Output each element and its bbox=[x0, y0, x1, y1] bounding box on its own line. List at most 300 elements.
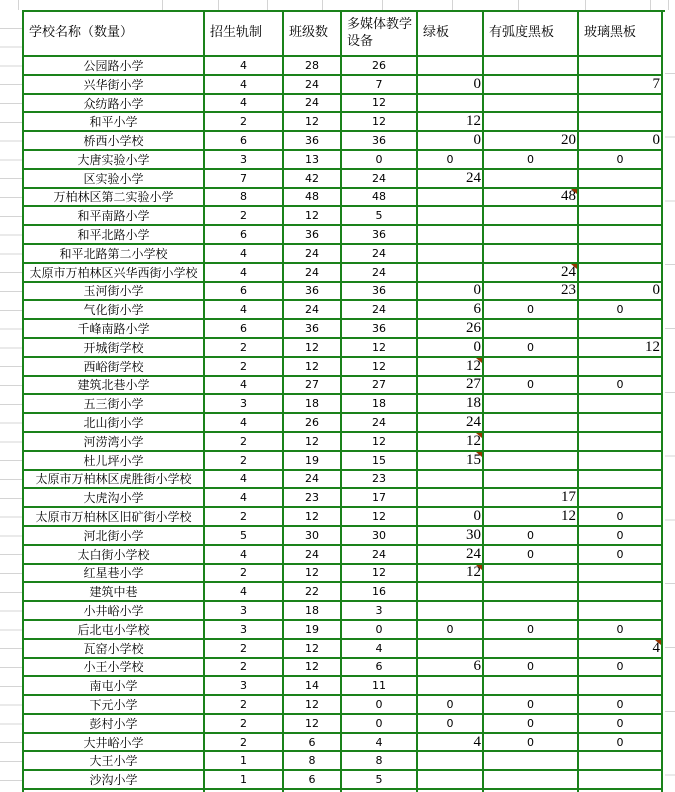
cell-glass-board[interactable] bbox=[579, 583, 663, 602]
cell-glass-board[interactable]: 0 bbox=[579, 508, 663, 527]
cell-school-name[interactable]: 小王小学校 bbox=[24, 659, 205, 678]
cell-school-name[interactable]: 和平小学 bbox=[24, 113, 205, 132]
column-header-tracks[interactable]: 招生轨制 bbox=[205, 12, 284, 57]
cell-classes[interactable]: 42 bbox=[284, 170, 342, 189]
cell-school-name[interactable]: 五三街小学 bbox=[24, 395, 205, 414]
cell-tracks[interactable]: 2 bbox=[205, 696, 284, 715]
cell-multimedia[interactable]: 36 bbox=[342, 320, 418, 339]
cell-multimedia[interactable]: 4 bbox=[342, 734, 418, 753]
left-row-gutter bbox=[0, 10, 22, 792]
cell-multimedia[interactable]: 24 bbox=[342, 264, 418, 283]
cell-classes[interactable]: 22 bbox=[284, 583, 342, 602]
cell-multimedia[interactable]: 18 bbox=[342, 395, 418, 414]
cell-school-name[interactable]: 沙沟小学 bbox=[24, 771, 205, 790]
cell-glass-board[interactable] bbox=[579, 358, 663, 377]
cell-curved-board[interactable]: 48 bbox=[484, 189, 579, 208]
cell-tracks[interactable]: 4 bbox=[205, 414, 284, 433]
cell-multimedia[interactable]: 12 bbox=[342, 565, 418, 584]
cell-classes[interactable]: 30 bbox=[284, 527, 342, 546]
cell-curved-board[interactable] bbox=[484, 602, 579, 621]
column-header-classes[interactable]: 班级数 bbox=[284, 12, 342, 57]
cell-classes[interactable]: 19 bbox=[284, 452, 342, 471]
cell-classes[interactable]: 12 bbox=[284, 565, 342, 584]
comment-indicator bbox=[655, 640, 661, 645]
cell-green-board[interactable]: 12 bbox=[418, 358, 484, 377]
column-header-glass-board[interactable]: 玻璃黑板 bbox=[579, 12, 663, 57]
cell-curved-board[interactable]: 0 bbox=[484, 621, 579, 640]
cell-school-name[interactable]: 大王小学 bbox=[24, 752, 205, 771]
cell-school-name[interactable]: 大虎沟小学 bbox=[24, 489, 205, 508]
cell-curved-board[interactable]: 0 bbox=[484, 715, 579, 734]
cell-multimedia[interactable]: 26 bbox=[342, 57, 418, 76]
cell-curved-board[interactable] bbox=[484, 640, 579, 659]
cell-classes[interactable]: 36 bbox=[284, 226, 342, 245]
column-header-school-name[interactable]: 学校名称（数量） bbox=[24, 12, 205, 57]
cell-green-board[interactable]: 0 bbox=[418, 508, 484, 527]
cell-curved-board[interactable] bbox=[484, 226, 579, 245]
cell-tracks[interactable]: 4 bbox=[205, 57, 284, 76]
cell-classes[interactable]: 12 bbox=[284, 339, 342, 358]
cell-school-name[interactable]: 河涝湾小学 bbox=[24, 433, 205, 452]
cell-school-name[interactable]: 公园路小学 bbox=[24, 57, 205, 76]
cell-green-board[interactable]: 12 bbox=[418, 433, 484, 452]
cell-green-board[interactable] bbox=[418, 57, 484, 76]
cell-classes[interactable]: 12 bbox=[284, 207, 342, 226]
cell-tracks[interactable]: 4 bbox=[205, 245, 284, 264]
cell-glass-board[interactable]: 0 bbox=[579, 715, 663, 734]
cell-tracks[interactable]: 3 bbox=[205, 677, 284, 696]
cell-glass-board[interactable]: 0 bbox=[579, 132, 663, 151]
cell-tracks[interactable]: 3 bbox=[205, 151, 284, 170]
column-header-curved-board[interactable]: 有弧度黑板 bbox=[484, 12, 579, 57]
cell-classes[interactable]: 24 bbox=[284, 245, 342, 264]
cell-glass-board[interactable]: 0 bbox=[579, 734, 663, 753]
cell-glass-board[interactable]: 4 bbox=[579, 640, 663, 659]
cell-tracks[interactable]: 2 bbox=[205, 207, 284, 226]
cell-classes[interactable]: 27 bbox=[284, 377, 342, 396]
cell-multimedia[interactable]: 12 bbox=[342, 95, 418, 114]
cell-glass-board[interactable]: 0 bbox=[579, 283, 663, 302]
comment-indicator bbox=[571, 189, 577, 194]
cell-green-board[interactable]: 0 bbox=[418, 76, 484, 95]
cell-school-name[interactable]: 太白街小学校 bbox=[24, 546, 205, 565]
cell-multimedia[interactable]: 8 bbox=[342, 752, 418, 771]
cell-school-name[interactable]: 桥西小学校 bbox=[24, 132, 205, 151]
cell-green-board[interactable]: 0 bbox=[418, 132, 484, 151]
cell-multimedia[interactable]: 6 bbox=[342, 659, 418, 678]
cell-tracks[interactable]: 6 bbox=[205, 320, 284, 339]
cell-classes[interactable]: 12 bbox=[284, 433, 342, 452]
cell-curved-board[interactable]: 0 bbox=[484, 377, 579, 396]
column-header-green-board[interactable]: 绿板 bbox=[418, 12, 484, 57]
cell-school-name[interactable]: 西峪街学校 bbox=[24, 358, 205, 377]
cell-school-name[interactable]: 大井峪小学 bbox=[24, 734, 205, 753]
cell-classes[interactable]: 24 bbox=[284, 546, 342, 565]
cell-multimedia[interactable]: 12 bbox=[342, 339, 418, 358]
cell-curved-board[interactable]: 0 bbox=[484, 151, 579, 170]
cell-curved-board[interactable] bbox=[484, 207, 579, 226]
cell-curved-board[interactable] bbox=[484, 433, 579, 452]
cell-multimedia[interactable]: 48 bbox=[342, 189, 418, 208]
cell-green-board[interactable]: 27 bbox=[418, 377, 484, 396]
cell-multimedia[interactable]: 12 bbox=[342, 433, 418, 452]
cell-multimedia[interactable]: 3 bbox=[342, 602, 418, 621]
cell-curved-board[interactable]: 24 bbox=[484, 264, 579, 283]
cell-tracks[interactable]: 2 bbox=[205, 640, 284, 659]
cell-multimedia[interactable]: 17 bbox=[342, 489, 418, 508]
cell-curved-board[interactable]: 0 bbox=[484, 301, 579, 320]
cell-green-board[interactable] bbox=[418, 583, 484, 602]
cell-classes[interactable]: 13 bbox=[284, 151, 342, 170]
cell-tracks[interactable]: 8 bbox=[205, 189, 284, 208]
cell-glass-board[interactable]: 12 bbox=[579, 339, 663, 358]
cell-green-board[interactable] bbox=[418, 226, 484, 245]
cell-school-name[interactable]: 杜儿坪小学 bbox=[24, 452, 205, 471]
cell-green-board[interactable]: 4 bbox=[418, 734, 484, 753]
cell-tracks[interactable]: 2 bbox=[205, 358, 284, 377]
cell-classes[interactable]: 12 bbox=[284, 113, 342, 132]
cell-glass-board[interactable] bbox=[579, 565, 663, 584]
cell-glass-board[interactable] bbox=[579, 189, 663, 208]
cell-curved-board[interactable]: 23 bbox=[484, 283, 579, 302]
gridline bbox=[162, 0, 163, 10]
cell-green-board[interactable] bbox=[418, 189, 484, 208]
cell-school-name[interactable]: 下元小学 bbox=[24, 696, 205, 715]
cell-tracks[interactable]: 2 bbox=[205, 339, 284, 358]
cell-school-name[interactable]: 开城街学校 bbox=[24, 339, 205, 358]
cell-classes[interactable]: 12 bbox=[284, 358, 342, 377]
cell-curved-board[interactable] bbox=[484, 583, 579, 602]
cell-curved-board[interactable] bbox=[484, 771, 579, 790]
cell-multimedia[interactable]: 7 bbox=[342, 76, 418, 95]
cell-tracks[interactable]: 4 bbox=[205, 264, 284, 283]
cell-multimedia[interactable]: 4 bbox=[342, 640, 418, 659]
cell-glass-board[interactable] bbox=[579, 677, 663, 696]
cell-green-board[interactable]: 12 bbox=[418, 113, 484, 132]
cell-tracks[interactable]: 4 bbox=[205, 95, 284, 114]
cell-tracks[interactable]: 2 bbox=[205, 508, 284, 527]
cell-green-board[interactable]: 0 bbox=[418, 283, 484, 302]
cell-tracks[interactable]: 1 bbox=[205, 771, 284, 790]
cell-multimedia[interactable]: 30 bbox=[342, 527, 418, 546]
cell-tracks[interactable]: 4 bbox=[205, 377, 284, 396]
cell-glass-board[interactable]: 0 bbox=[579, 696, 663, 715]
cell-curved-board[interactable]: 0 bbox=[484, 546, 579, 565]
cell-tracks[interactable]: 6 bbox=[205, 226, 284, 245]
cell-multimedia[interactable]: 15 bbox=[342, 452, 418, 471]
cell-classes[interactable]: 12 bbox=[284, 715, 342, 734]
cell-glass-board[interactable] bbox=[579, 113, 663, 132]
cell-glass-board[interactable] bbox=[579, 452, 663, 471]
comment-indicator bbox=[476, 452, 482, 457]
gridline bbox=[452, 0, 453, 10]
cell-school-name[interactable]: 后北屯小学校 bbox=[24, 621, 205, 640]
cell-multimedia[interactable]: 5 bbox=[342, 207, 418, 226]
cell-curved-board[interactable]: 20 bbox=[484, 132, 579, 151]
cell-multimedia[interactable]: 24 bbox=[342, 414, 418, 433]
cell-green-board[interactable]: 12 bbox=[418, 565, 484, 584]
column-grid-strip bbox=[0, 0, 675, 10]
cell-curved-board[interactable] bbox=[484, 471, 579, 490]
cell-school-name[interactable]: 气化街小学 bbox=[24, 301, 205, 320]
cell-glass-board[interactable]: 7 bbox=[579, 76, 663, 95]
cell-tracks[interactable]: 7 bbox=[205, 170, 284, 189]
gridline bbox=[585, 0, 586, 10]
gridline bbox=[382, 0, 383, 10]
cell-classes[interactable]: 24 bbox=[284, 471, 342, 490]
cell-classes[interactable]: 36 bbox=[284, 283, 342, 302]
cell-classes[interactable]: 26 bbox=[284, 414, 342, 433]
cell-multimedia[interactable]: 0 bbox=[342, 715, 418, 734]
cell-tracks[interactable]: 4 bbox=[205, 76, 284, 95]
cell-classes[interactable]: 12 bbox=[284, 659, 342, 678]
cell-tracks[interactable]: 2 bbox=[205, 433, 284, 452]
cell-tracks[interactable]: 2 bbox=[205, 452, 284, 471]
cell-curved-board[interactable] bbox=[484, 565, 579, 584]
cell-glass-board[interactable] bbox=[579, 320, 663, 339]
cell-glass-board[interactable]: 0 bbox=[579, 659, 663, 678]
cell-green-board[interactable] bbox=[418, 640, 484, 659]
cell-school-name[interactable]: 兴华街小学 bbox=[24, 76, 205, 95]
gridline bbox=[267, 0, 268, 10]
cell-glass-board[interactable] bbox=[579, 57, 663, 76]
cell-school-name[interactable]: 和平南路小学 bbox=[24, 207, 205, 226]
cell-curved-board[interactable]: 17 bbox=[484, 489, 579, 508]
cell-school-name[interactable]: 玉河街小学 bbox=[24, 283, 205, 302]
cell-multimedia[interactable]: 36 bbox=[342, 226, 418, 245]
gridline bbox=[668, 0, 669, 10]
cell-green-board[interactable]: 0 bbox=[418, 151, 484, 170]
cell-multimedia[interactable]: 24 bbox=[342, 245, 418, 264]
cell-classes[interactable]: 23 bbox=[284, 489, 342, 508]
cell-classes[interactable]: 24 bbox=[284, 264, 342, 283]
cell-multimedia[interactable]: 12 bbox=[342, 113, 418, 132]
cell-school-name[interactable]: 大唐实验小学 bbox=[24, 151, 205, 170]
cell-tracks[interactable]: 4 bbox=[205, 546, 284, 565]
cell-glass-board[interactable] bbox=[579, 489, 663, 508]
cell-multimedia[interactable]: 24 bbox=[342, 546, 418, 565]
cell-tracks[interactable]: 6 bbox=[205, 132, 284, 151]
comment-indicator bbox=[571, 264, 577, 269]
cell-curved-board[interactable] bbox=[484, 320, 579, 339]
cell-green-board[interactable]: 24 bbox=[418, 546, 484, 565]
cell-classes[interactable]: 12 bbox=[284, 640, 342, 659]
cell-tracks[interactable]: 4 bbox=[205, 489, 284, 508]
cell-school-name[interactable]: 南屯小学 bbox=[24, 677, 205, 696]
cell-tracks[interactable]: 2 bbox=[205, 113, 284, 132]
cell-curved-board[interactable] bbox=[484, 113, 579, 132]
comment-indicator bbox=[476, 565, 482, 570]
cell-classes[interactable]: 28 bbox=[284, 57, 342, 76]
cell-green-board[interactable]: 24 bbox=[418, 414, 484, 433]
cell-glass-board[interactable]: 0 bbox=[579, 151, 663, 170]
cell-tracks[interactable]: 2 bbox=[205, 659, 284, 678]
cell-school-name[interactable]: 和平北路第二小学校 bbox=[24, 245, 205, 264]
cell-green-board[interactable] bbox=[418, 602, 484, 621]
cell-classes[interactable]: 12 bbox=[284, 508, 342, 527]
cell-green-board[interactable] bbox=[418, 771, 484, 790]
cell-tracks[interactable]: 4 bbox=[205, 583, 284, 602]
cell-tracks[interactable]: 3 bbox=[205, 602, 284, 621]
cell-curved-board[interactable]: 0 bbox=[484, 659, 579, 678]
column-header-multimedia[interactable]: 多媒体教学设备 bbox=[342, 12, 418, 57]
cell-school-name[interactable]: 北山街小学 bbox=[24, 414, 205, 433]
cell-multimedia[interactable]: 0 bbox=[342, 151, 418, 170]
cell-curved-board[interactable] bbox=[484, 57, 579, 76]
cell-school-name[interactable]: 区实验小学 bbox=[24, 170, 205, 189]
cell-classes[interactable]: 36 bbox=[284, 132, 342, 151]
cell-glass-board[interactable] bbox=[579, 433, 663, 452]
cell-green-board[interactable] bbox=[418, 207, 484, 226]
cell-multimedia[interactable]: 23 bbox=[342, 471, 418, 490]
cell-tracks[interactable]: 6 bbox=[205, 283, 284, 302]
cell-tracks[interactable]: 3 bbox=[205, 395, 284, 414]
cell-curved-board[interactable]: 12 bbox=[484, 508, 579, 527]
cell-green-board[interactable]: 0 bbox=[418, 339, 484, 358]
cell-classes[interactable]: 24 bbox=[284, 95, 342, 114]
cell-classes[interactable]: 24 bbox=[284, 301, 342, 320]
cell-glass-board[interactable] bbox=[579, 602, 663, 621]
cell-tracks[interactable]: 4 bbox=[205, 471, 284, 490]
cell-classes[interactable]: 14 bbox=[284, 677, 342, 696]
cell-glass-board[interactable] bbox=[579, 226, 663, 245]
cell-classes[interactable]: 12 bbox=[284, 696, 342, 715]
gridline bbox=[322, 0, 323, 10]
cell-multimedia[interactable]: 5 bbox=[342, 771, 418, 790]
cell-glass-board[interactable] bbox=[579, 752, 663, 771]
cell-multimedia[interactable]: 11 bbox=[342, 677, 418, 696]
cell-glass-board[interactable] bbox=[579, 95, 663, 114]
gridline bbox=[218, 0, 219, 10]
cell-classes[interactable]: 6 bbox=[284, 771, 342, 790]
cell-glass-board[interactable] bbox=[579, 170, 663, 189]
right-sheet-margin bbox=[665, 10, 675, 792]
cell-school-name[interactable]: 太原市万柏林区兴华西街小学校 bbox=[24, 264, 205, 283]
cell-green-board[interactable]: 30 bbox=[418, 527, 484, 546]
cell-curved-board[interactable] bbox=[484, 414, 579, 433]
cell-multimedia[interactable]: 0 bbox=[342, 621, 418, 640]
cell-green-board[interactable]: 0 bbox=[418, 621, 484, 640]
cell-classes[interactable]: 18 bbox=[284, 395, 342, 414]
cell-classes[interactable]: 36 bbox=[284, 320, 342, 339]
cell-school-name[interactable]: 建筑北巷小学 bbox=[24, 377, 205, 396]
cell-glass-board[interactable] bbox=[579, 771, 663, 790]
cell-green-board[interactable]: 26 bbox=[418, 320, 484, 339]
cell-green-board[interactable]: 24 bbox=[418, 170, 484, 189]
cell-green-board[interactable]: 0 bbox=[418, 715, 484, 734]
cell-curved-board[interactable]: 0 bbox=[484, 696, 579, 715]
cell-classes[interactable]: 24 bbox=[284, 76, 342, 95]
cell-green-board[interactable] bbox=[418, 471, 484, 490]
cell-green-board[interactable]: 18 bbox=[418, 395, 484, 414]
cell-curved-board[interactable] bbox=[484, 452, 579, 471]
cell-green-board[interactable]: 6 bbox=[418, 659, 484, 678]
cell-glass-board[interactable] bbox=[579, 395, 663, 414]
cell-classes[interactable]: 6 bbox=[284, 734, 342, 753]
cell-green-board[interactable] bbox=[418, 245, 484, 264]
gridline bbox=[518, 0, 519, 10]
cell-school-name[interactable]: 河北街小学 bbox=[24, 527, 205, 546]
cell-tracks[interactable]: 1 bbox=[205, 752, 284, 771]
cell-multimedia[interactable]: 12 bbox=[342, 358, 418, 377]
cell-curved-board[interactable]: 0 bbox=[484, 734, 579, 753]
cell-tracks[interactable]: 2 bbox=[205, 734, 284, 753]
cell-green-board[interactable] bbox=[418, 264, 484, 283]
cell-tracks[interactable]: 2 bbox=[205, 715, 284, 734]
cell-school-name[interactable]: 建筑中巷 bbox=[24, 583, 205, 602]
cell-green-board[interactable] bbox=[418, 95, 484, 114]
cell-curved-board[interactable] bbox=[484, 76, 579, 95]
cell-green-board[interactable]: 6 bbox=[418, 301, 484, 320]
cell-glass-board[interactable] bbox=[579, 245, 663, 264]
cell-school-name[interactable]: 千峰南路小学 bbox=[24, 320, 205, 339]
cell-tracks[interactable]: 4 bbox=[205, 301, 284, 320]
cell-glass-board[interactable]: 0 bbox=[579, 546, 663, 565]
cell-curved-board[interactable] bbox=[484, 677, 579, 696]
cell-glass-board[interactable] bbox=[579, 207, 663, 226]
cell-green-board[interactable] bbox=[418, 677, 484, 696]
cell-multimedia[interactable]: 36 bbox=[342, 132, 418, 151]
data-table bbox=[22, 10, 665, 792]
cell-multimedia[interactable]: 36 bbox=[342, 283, 418, 302]
cell-tracks[interactable]: 2 bbox=[205, 565, 284, 584]
cell-curved-board[interactable] bbox=[484, 170, 579, 189]
cell-glass-board[interactable] bbox=[579, 471, 663, 490]
cell-school-name[interactable]: 众纺路小学 bbox=[24, 95, 205, 114]
cell-green-board[interactable]: 15 bbox=[418, 452, 484, 471]
cell-tracks[interactable]: 3 bbox=[205, 621, 284, 640]
cell-glass-board[interactable]: 0 bbox=[579, 377, 663, 396]
cell-classes[interactable]: 19 bbox=[284, 621, 342, 640]
cell-curved-board[interactable]: 0 bbox=[484, 339, 579, 358]
cell-green-board[interactable]: 0 bbox=[418, 696, 484, 715]
cell-glass-board[interactable] bbox=[579, 414, 663, 433]
cell-school-name[interactable]: 小井峪小学 bbox=[24, 602, 205, 621]
cell-curved-board[interactable] bbox=[484, 395, 579, 414]
cell-school-name[interactable]: 和平北路小学 bbox=[24, 226, 205, 245]
cell-curved-board[interactable] bbox=[484, 358, 579, 377]
cell-green-board[interactable] bbox=[418, 489, 484, 508]
cell-multimedia[interactable]: 0 bbox=[342, 696, 418, 715]
cell-curved-board[interactable] bbox=[484, 752, 579, 771]
cell-school-name[interactable]: 太原市万柏林区旧矿街小学校 bbox=[24, 508, 205, 527]
cell-classes[interactable]: 8 bbox=[284, 752, 342, 771]
cell-glass-board[interactable]: 0 bbox=[579, 301, 663, 320]
comment-indicator bbox=[476, 358, 482, 363]
cell-glass-board[interactable]: 0 bbox=[579, 621, 663, 640]
cell-multimedia[interactable]: 27 bbox=[342, 377, 418, 396]
cell-school-name[interactable]: 彭村小学 bbox=[24, 715, 205, 734]
cell-school-name[interactable]: 万柏林区第二实验小学 bbox=[24, 189, 205, 208]
cell-school-name[interactable]: 太原市万柏林区虎胜街小学校 bbox=[24, 471, 205, 490]
cell-glass-board[interactable] bbox=[579, 264, 663, 283]
cell-tracks[interactable]: 5 bbox=[205, 527, 284, 546]
cell-green-board[interactable] bbox=[418, 752, 484, 771]
comment-indicator bbox=[476, 433, 482, 438]
cell-school-name[interactable]: 红星巷小学 bbox=[24, 565, 205, 584]
cell-curved-board[interactable]: 0 bbox=[484, 527, 579, 546]
cell-classes[interactable]: 48 bbox=[284, 189, 342, 208]
cell-multimedia[interactable]: 12 bbox=[342, 508, 418, 527]
cell-multimedia[interactable]: 16 bbox=[342, 583, 418, 602]
cell-school-name[interactable]: 瓦窑小学校 bbox=[24, 640, 205, 659]
cell-multimedia[interactable]: 24 bbox=[342, 301, 418, 320]
cell-multimedia[interactable]: 24 bbox=[342, 170, 418, 189]
cell-curved-board[interactable] bbox=[484, 245, 579, 264]
cell-glass-board[interactable]: 0 bbox=[579, 527, 663, 546]
cell-classes[interactable]: 18 bbox=[284, 602, 342, 621]
cell-curved-board[interactable] bbox=[484, 95, 579, 114]
